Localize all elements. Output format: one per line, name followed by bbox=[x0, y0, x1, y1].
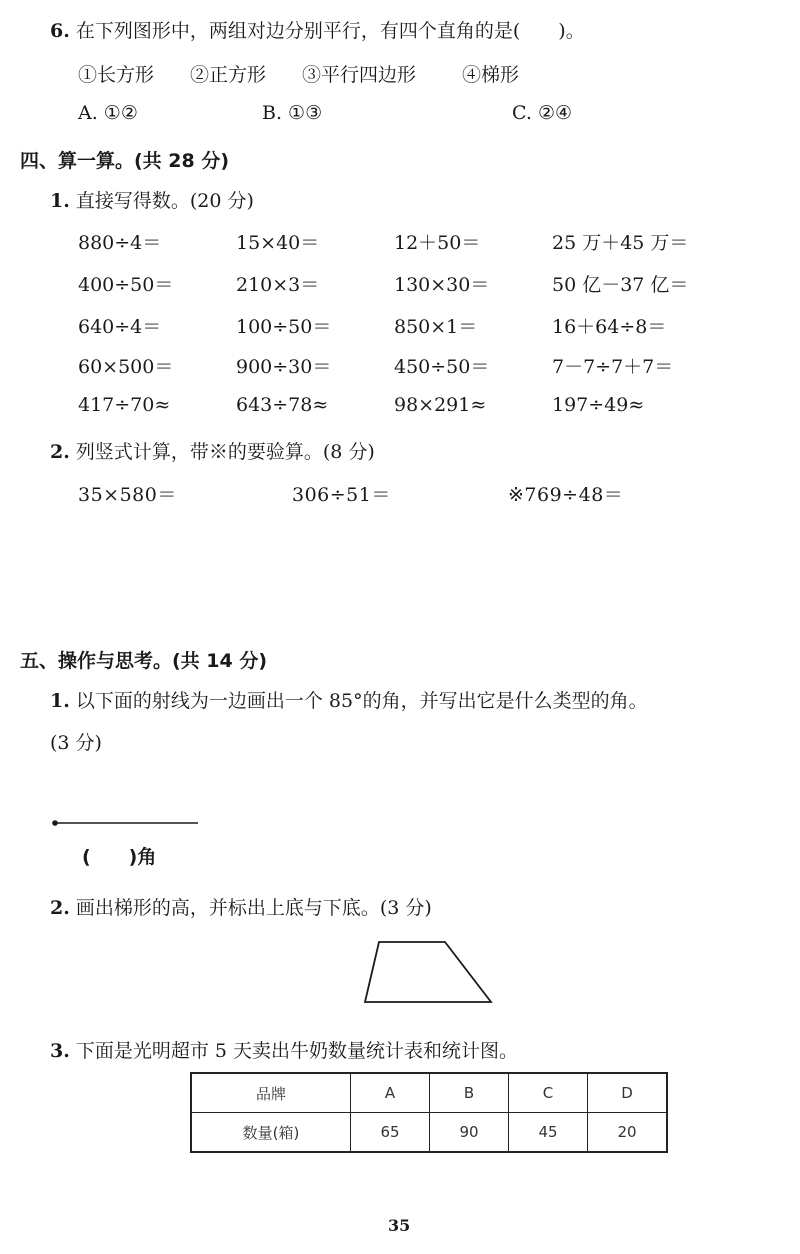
table-header-row bbox=[191, 1073, 667, 1113]
q6-shape-2: ②正方形 bbox=[190, 64, 267, 86]
calc-item: 12＋50＝ bbox=[394, 232, 481, 254]
calc-item: 643÷78≈ bbox=[236, 394, 329, 416]
calc-item: 130×30＝ bbox=[394, 274, 490, 296]
calc-item: 850×1＝ bbox=[394, 316, 478, 338]
table-header-cell: A bbox=[351, 1073, 430, 1113]
trapezoid-shape bbox=[365, 942, 491, 1002]
s4-q1-number: 1. bbox=[50, 190, 70, 212]
table-header-cell: D bbox=[588, 1073, 668, 1113]
q6-text: 在下列图形中，两组对边分别平行，有四个直角的是( )。 bbox=[75, 20, 585, 42]
calc-item: 15×40＝ bbox=[236, 232, 320, 254]
s4-q2-text: 列竖式计算，带※的要验算。(8 分) bbox=[75, 441, 375, 463]
table-header-cell: 品牌 bbox=[191, 1073, 351, 1113]
trapezoid-diagram[interactable] bbox=[355, 936, 500, 1010]
calc-item: 50 亿－37 亿＝ bbox=[552, 274, 689, 296]
s4-q1-text: 直接写得数。(20 分) bbox=[75, 190, 254, 212]
calc-item: 197÷49≈ bbox=[552, 394, 645, 416]
calc-item: 98×291≈ bbox=[394, 394, 487, 416]
calc-item: 25 万＋45 万＝ bbox=[552, 232, 689, 254]
s5-q3-number: 3. bbox=[50, 1040, 70, 1062]
q6-choice-c[interactable]: C. ②④ bbox=[512, 102, 573, 124]
q6-choice-a[interactable]: A. ①② bbox=[78, 102, 138, 124]
calc-item: 417÷70≈ bbox=[78, 394, 171, 416]
q6-shape-1: ①长方形 bbox=[78, 64, 155, 86]
s5-q3-stem bbox=[50, 1036, 518, 1063]
calc-item: 16＋64÷8＝ bbox=[552, 316, 667, 338]
vertical-calc-3: ※769÷48＝ bbox=[508, 484, 624, 506]
calc-item: 100÷50＝ bbox=[236, 316, 332, 338]
calc-item: 210×3＝ bbox=[236, 274, 320, 296]
s4-q1-stem bbox=[50, 186, 254, 213]
table-cell: 数量(箱) bbox=[191, 1113, 351, 1153]
table-cell: 45 bbox=[509, 1113, 588, 1153]
calc-item: 7－7÷7＋7＝ bbox=[552, 356, 674, 378]
q6-stem bbox=[50, 16, 585, 43]
s5-q1-points: (3 分) bbox=[50, 732, 102, 754]
s5-q2-text: 画出梯形的高，并标出上底与下底。(3 分) bbox=[75, 897, 432, 919]
table-cell: 65 bbox=[351, 1113, 430, 1153]
table-header-cell: B bbox=[430, 1073, 509, 1113]
s5-q1-text: 以下面的射线为一边画出一个 85°的角，并写出它是什么类型的角。 bbox=[75, 690, 648, 712]
section4-title: 四、算一算。(共 28 分) bbox=[20, 150, 230, 172]
page-number: 35 bbox=[388, 1216, 411, 1235]
s5-q1-stem bbox=[50, 686, 648, 713]
s5-q3-text: 下面是光明超市 5 天卖出牛奶数量统计表和统计图。 bbox=[75, 1040, 519, 1062]
table-row bbox=[191, 1113, 667, 1153]
vertical-calc-1: 35×580＝ bbox=[78, 484, 177, 506]
vertical-calc-2: 306÷51＝ bbox=[292, 484, 391, 506]
s4-q2-stem bbox=[50, 437, 375, 464]
s5-q1-number: 1. bbox=[50, 690, 70, 712]
q6-number: 6. bbox=[50, 20, 70, 42]
calc-item: 400÷50＝ bbox=[78, 274, 174, 296]
milk-sales-table bbox=[190, 1072, 668, 1153]
q6-shape-3: ③平行四边形 bbox=[302, 64, 417, 86]
s5-q2-number: 2. bbox=[50, 897, 70, 919]
calc-item: 880÷4＝ bbox=[78, 232, 162, 254]
calc-item: 450÷50＝ bbox=[394, 356, 490, 378]
section5-title: 五、操作与思考。(共 14 分) bbox=[20, 650, 268, 672]
table-header-cell: C bbox=[509, 1073, 588, 1113]
calc-item: 900÷30＝ bbox=[236, 356, 332, 378]
angle-type-answer[interactable]: ( )角 bbox=[82, 846, 157, 868]
calc-item: 640÷4＝ bbox=[78, 316, 162, 338]
q6-shape-4: ④梯形 bbox=[462, 64, 520, 86]
q6-choice-b[interactable]: B. ①③ bbox=[262, 102, 323, 124]
table-cell: 90 bbox=[430, 1113, 509, 1153]
s4-q2-number: 2. bbox=[50, 441, 70, 463]
table-cell: 20 bbox=[588, 1113, 668, 1153]
ray-diagram bbox=[50, 816, 204, 828]
calc-item: 60×500＝ bbox=[78, 356, 174, 378]
s5-q2-stem bbox=[50, 893, 432, 920]
